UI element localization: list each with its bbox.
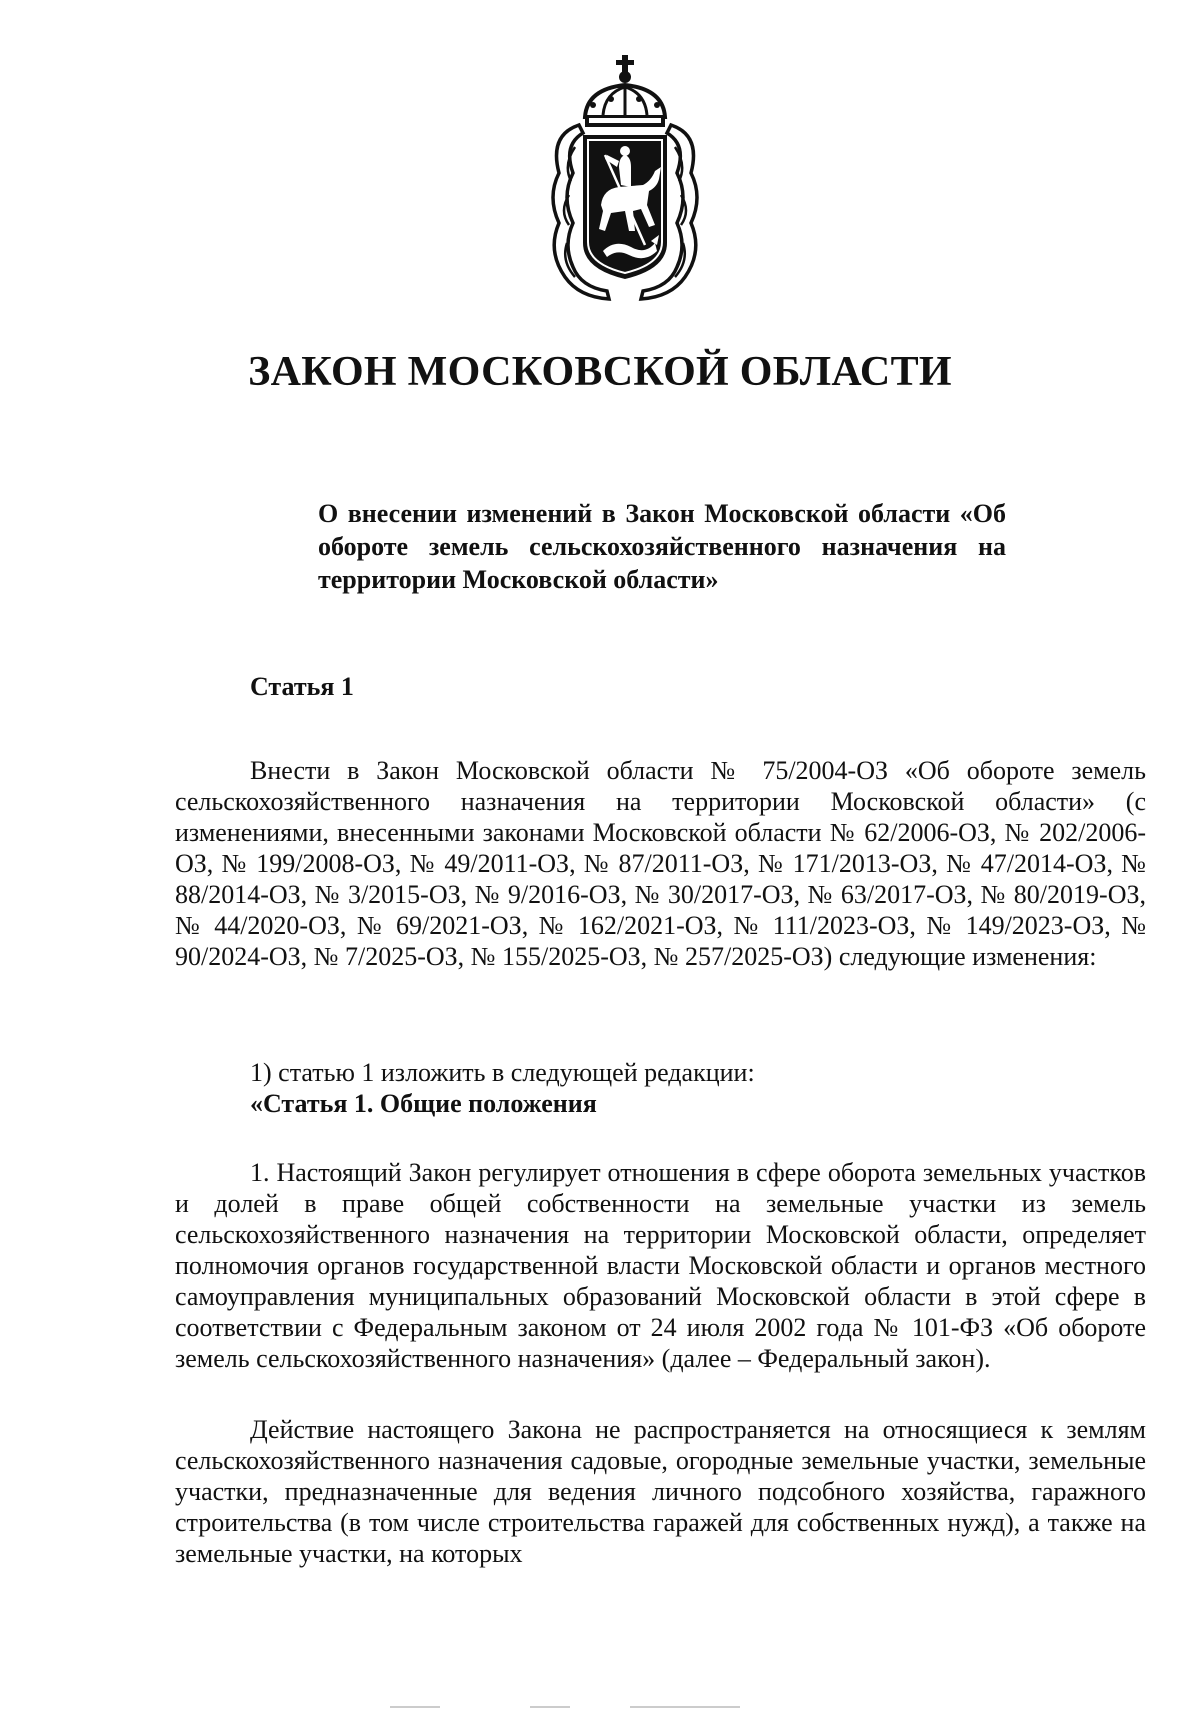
amendment-item-1: 1) статью 1 изложить в следующей редакции: xyxy=(250,1058,755,1087)
document-subtitle: О внесении изменений в Закон Московской области «Об обороте земель сельскохозяйственного назначения на территории Московской области» xyxy=(318,499,1006,594)
article-heading: Статья 1 xyxy=(250,672,354,701)
new-article-heading: «Статья 1. Общие положения xyxy=(250,1089,597,1118)
intro-paragraph: Внести в Закон Московской области № 75/2004-ОЗ «Об обороте земель сельскохозяйственного назначения на территории Московской области» (с изменениями, внесенными законами Московской области № 62/2006-ОЗ, № 202/2006-ОЗ, № 199/2008-ОЗ, № 49/2011-ОЗ, № 87/2011-ОЗ, № 171/2013-ОЗ, № 47/2014-ОЗ, № 88/2014-ОЗ, № 3/2015-ОЗ, № 9/2016-ОЗ, № 30/2017-ОЗ, № 63/2017-ОЗ, № 80/2019-ОЗ, № 44/2020-ОЗ, № 69/2021-ОЗ, № 162/2021-ОЗ, № 111/2023-ОЗ, № 149/2023-ОЗ, № 90/2024-ОЗ, № 7/2025-ОЗ, № 155/2025-ОЗ, № 257/2025-ОЗ) следующие изменения: xyxy=(175,756,1146,971)
paragraph-1: 1. Настоящий Закон регулирует отношения в сфере оборота земельных участков и долей в праве общей собственности на земельные участки из земель сельскохозяйственного назначения на территории Московской области, определяет полномочия органов государственной власти Московской области и органов местного самоуправления муниципальных образований Московской области в этой сфере в соответствии с Федеральным законом от 24 июля 2002 года № 101-ФЗ «Об обороте земель сельскохозяйственного назначения» (далее – Федеральный закон). xyxy=(175,1158,1146,1373)
scan-artifact xyxy=(390,1705,810,1709)
document-title: ЗАКОН МОСКОВСКОЙ ОБЛАСТИ xyxy=(248,349,952,395)
paragraph-2: Действие настоящего Закона не распространяется на относящиеся к землям сельскохозяйственного назначения садовые, огородные земельные участки, земельные участки, предназначенные для ведения личного подсобного хозяйства, гаражного строительства (в том числе строительства гаражей для собственных нужд), а также на земельные участки, на которых xyxy=(175,1415,1146,1568)
moscow-oblast-coat-of-arms-icon xyxy=(545,55,705,303)
